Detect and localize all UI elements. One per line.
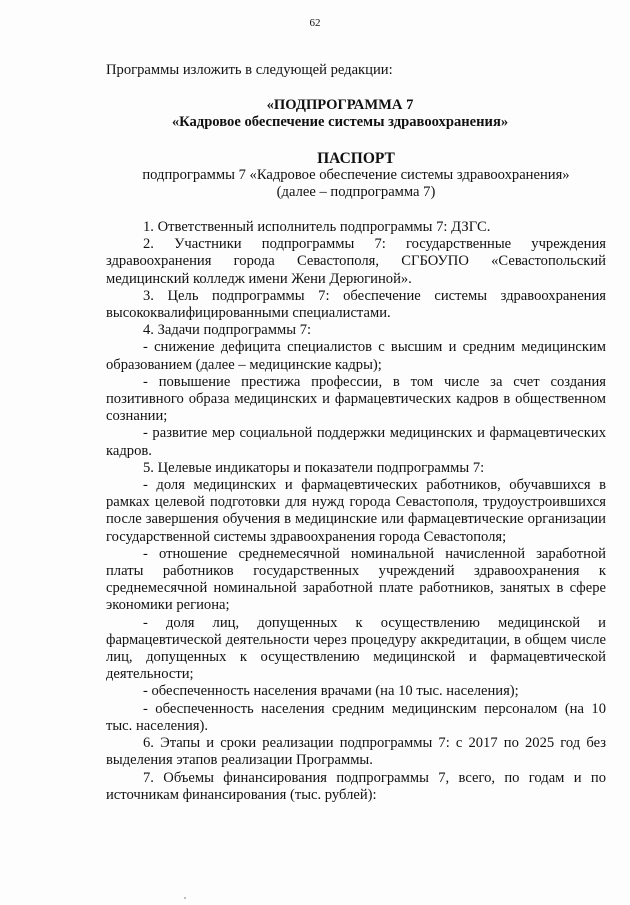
page-number: 62 <box>309 17 321 29</box>
passport-heading: ПАСПОРТ <box>317 150 395 167</box>
body-paragraph: - повышение престижа профессии, в том числе за счет создания позитивного образа медицинских и фармацевтических кадров в общественном сознании; <box>106 373 606 425</box>
intro-line: Программы изложить в следующей редакции: <box>106 62 393 78</box>
body-paragraph: - доля лиц, допущенных к осуществлению медицинской и фармацевтической деятельности через процедуру аккредитации, в общем числе лиц, допущенных к осуществлению медицинской и фармацевтической деятельности; <box>106 614 606 683</box>
body-paragraph: 3. Цель подпрограммы 7: обеспечение системы здравоохранения высококвалифицированными специалистами. <box>106 287 606 322</box>
document-body <box>106 219 606 804</box>
body-paragraph: 6. Этапы и сроки реализации подпрограммы 7: с 2017 по 2025 год без выделения этапов реализации Программы. <box>106 735 606 769</box>
body-paragraph: - доля медицинских и фармацевтических работников, обучавшихся в рамках целевой подготовки для нужд города Севастополя, трудоустроившихся после завершения обучения в медицинские или фармацевтические организации государственной системы здравоохранения города Севастополя; <box>106 477 606 545</box>
body-paragraph: - обеспеченность населения средним медицинским персоналом (на 10 тыс. населения). <box>106 700 606 734</box>
body-paragraph: 5. Целевые индикаторы и показатели подпрограммы 7: <box>143 459 485 476</box>
subprogram-title <box>60 97 620 131</box>
body-paragraph: 2. Участники подпрограммы 7: государственные учреждения здравоохранения города Севастополя, СГБОУПО «Севастопольский медицинский колледж имени Жени Дерюгиной». <box>106 236 606 287</box>
passport-header <box>106 150 606 202</box>
title-line-2: «Кадровое обеспечение системы здравоохранения» <box>171 114 509 131</box>
body-paragraph: - развитие мер социальной поддержки медицинских и фармацевтических кадров. <box>106 425 606 459</box>
body-paragraph: 7. Объемы финансирования подпрограммы 7, всего, по годам и по источникам финансирования (тыс. рублей): <box>106 769 606 803</box>
body-paragraph: - снижение дефицита специалистов с высшим и средним медицинским образованием (далее – медицинские кадры); <box>106 339 606 373</box>
passport-line-1: подпрограммы 7 «Кадровое обеспечение системы здравоохранения» <box>142 167 570 184</box>
passport-line-2: (далее – подпрограмма 7) <box>276 184 436 201</box>
body-paragraph: - отношение среднемесячной номинальной начисленной заработной платы работников государственных учреждений здравоохранения к среднемесячной номинальной заработной плате работников, занятых в сфере экономики региона; <box>106 545 606 614</box>
title-line-1: «ПОДПРОГРАММА 7 <box>266 97 414 113</box>
body-paragraph: - обеспеченность населения врачами (на 10 тыс. населения); <box>143 683 519 700</box>
body-paragraph: 4. Задачи подпрограммы 7: <box>143 322 312 339</box>
scan-speck <box>184 897 186 899</box>
body-paragraph: 1. Ответственный исполнитель подпрограммы 7: ДЗГС. <box>143 219 491 235</box>
